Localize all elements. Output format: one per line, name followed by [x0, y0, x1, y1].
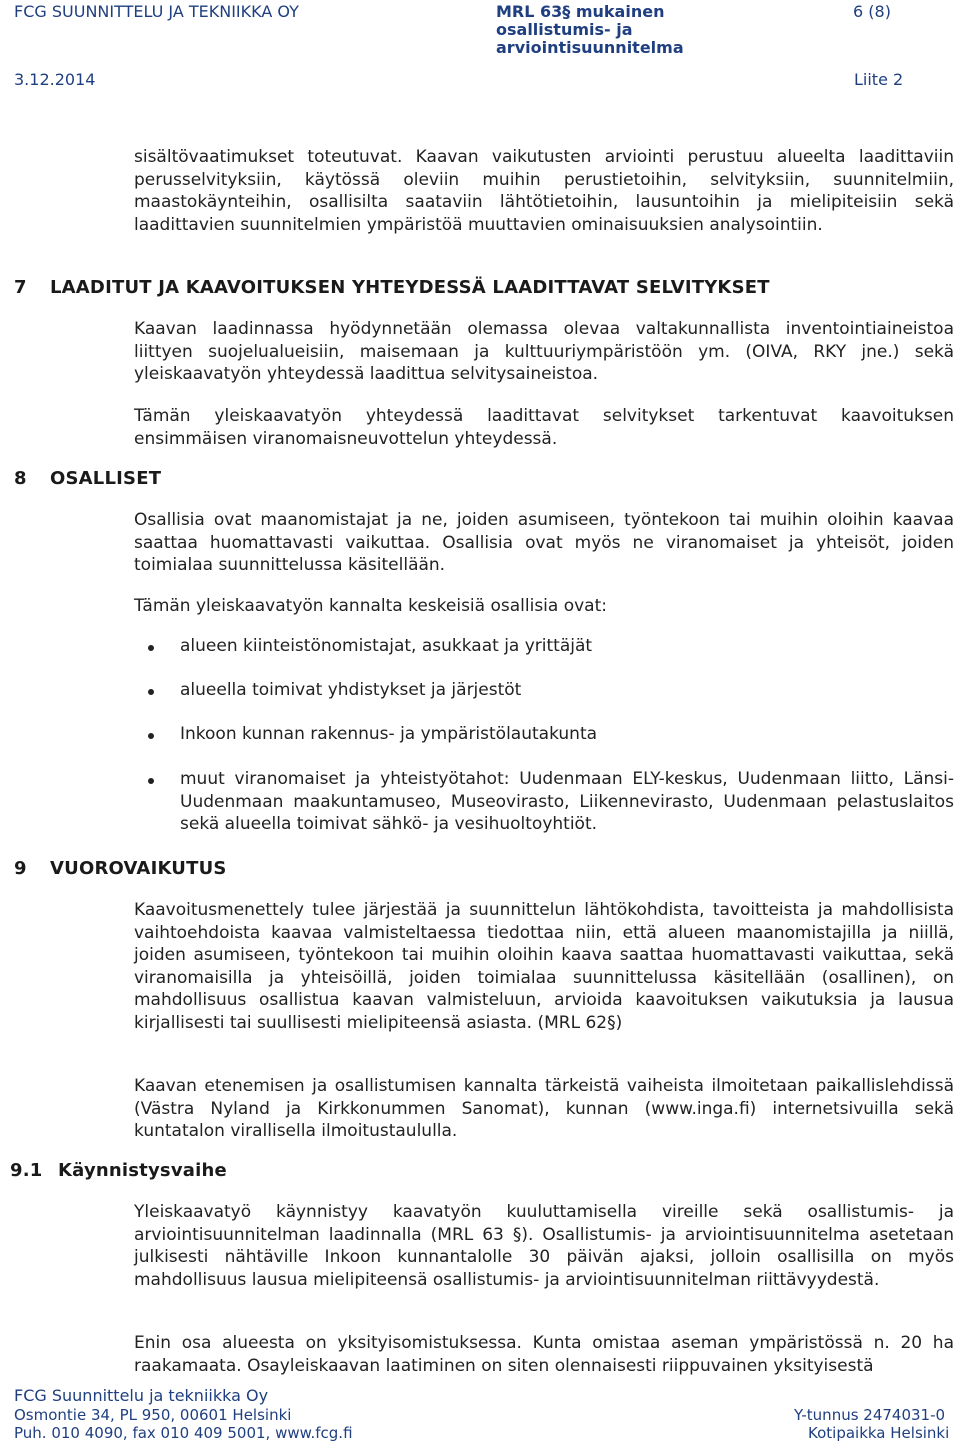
header-attachment: Liite 2 [854, 70, 904, 89]
section-8-heading [14, 468, 161, 489]
intro-paragraph: sisältövaatimukset toteutuvat. Kaavan vaikutusten arviointi perustuu alueelta laadittaviin perusselvityksiin, käytössä oleviin muihin perustietoihin, selvityksiin, suunnitelmiin, maastokäynteihin, osallisilta saataviin lähtötietoihin, lausuntoihin ja mielipiteisiin sekä laadittavien suunnitelmien ympäristöä muuttavien ominaisuuksien analysointiin. [134, 147, 954, 235]
section-7-number: 7 [14, 277, 27, 298]
section-8-title: OSALLISET [50, 468, 162, 489]
footer-business-id: Y-tunnus 2474031-0 [794, 1406, 946, 1424]
bullet-icon [148, 778, 154, 784]
header-doc-title-3: arviointisuunnitelma [496, 38, 684, 57]
section-9-1-number: 9.1 [10, 1160, 43, 1181]
section-9-1-paragraph-1: Yleiskaavatyö käynnistyy kaavatyön kuuluttamisella vireille sekä osallistumis- ja arviointisuunnitelman laadinnalla (MRL 63 §). Osallistumis- ja arviointisuunnitelma asetetaan julkisesti nähtäville Inkoon kunnantalolle 30 päivän ajaksi, jolloin osallisilla on myös mahdollisuus lausua mielipiteensä osallistumis- ja arviointisuunnitelman riittävyydestä. [134, 1202, 954, 1290]
section-9-paragraph-2: Kaavan etenemisen ja osallistumisen kannalta tärkeistä vaiheista ilmoitetaan paikallislehdissä (Västra Nyland ja Kirkkonummen Sanomat), kunnan (www.inga.fi) internetsivuilla sekä kuntatalon virallisella ilmoitustaululla. [134, 1076, 954, 1141]
list-item-text: alueella toimivat yhdistykset ja järjestöt [180, 680, 522, 700]
header-doc-title-2: osallistumis- ja [496, 20, 633, 39]
footer-domicile: Kotipaikka Helsinki [808, 1424, 950, 1442]
section-7-title: LAADITUT JA KAAVOITUKSEN YHTEYDESSÄ LAADITTAVAT SELVITYKSET [50, 277, 770, 298]
section-8-number: 8 [14, 468, 27, 489]
section-9-number: 9 [14, 858, 27, 879]
footer-contact: Puh. 010 4090, fax 010 409 5001, www.fcg.fi [14, 1424, 353, 1442]
footer-address: Osmontie 34, PL 950, 00601 Helsinki [14, 1406, 292, 1424]
header-page-number: 6 (8) [853, 2, 891, 21]
header-doc-title-1: MRL 63§ mukainen [496, 2, 665, 21]
list-item [134, 723, 954, 746]
section-7-paragraph-1: Kaavan laadinnassa hyödynnetään olemassa olevaa valtakunnallista inventointiaineistoa liittyen suojelualueisiin, maisemaan ja kulttuuriympäristöön ym. (OIVA, RKY jne.) sekä yleiskaavatyön yhteydessä laadittua selvitysaineistoa. [134, 319, 954, 384]
list-item [134, 635, 954, 658]
footer-company: FCG Suunnittelu ja tekniikka Oy [14, 1386, 269, 1405]
section-7-paragraph-2: Tämän yleiskaavatyön yhteydessä laadittavat selvitykset tarkentuvat kaavoituksen ensimmäisen viranomaisneuvottelun yhteydessä. [134, 406, 954, 449]
list-item-text: muut viranomaiset ja yhteistyötahot: Uudenmaan ELY-keskus, Uudenmaan liitto, Länsi-Uudenmaan maakuntamuseo, Museovirasto, Liikennevirasto, Uudenmaan pelastuslaitos sekä alueella toimivat sähkö- ja vesihuoltoyhtiöt. [180, 769, 954, 834]
section-9-1-title: Käynnistysvaihe [58, 1160, 227, 1181]
section-7-heading [14, 277, 770, 298]
section-9-paragraph-1: Kaavoitusmenettely tulee järjestää ja suunnittelun lähtökohdista, tavoitteista ja mahdollisista vaihtoehdoista kaavaa valmisteltaessa tiedottaa niin, että alueen maanomistajilla ja niillä, joiden asumiseen, työntekoon tai muihin oloihin kaava saattaa huomattavasti vaikuttaa, sekä viranomaisilla ja yhteisöillä, joiden toimialaa suunnittelussa käsitellään (osallinen), on mahdollisuus osallistua kaavan valmisteluun, arvioida kaavoituksen vaikutuksia ja lausua kirjallisesti tai suullisesti mielipiteensä asiasta. (MRL 62§) [134, 900, 954, 1033]
list-item [134, 679, 954, 702]
section-8-paragraph-2: Tämän yleiskaavatyön kannalta keskeisiä osallisia ovat: [134, 596, 607, 616]
section-8-paragraph-1: Osallisia ovat maanomistajat ja ne, joiden asumiseen, työntekoon tai muihin oloihin kaavaa saattaa huomattavasti vaikuttaa. Osallisia ovat myös ne viranomaiset ja yhteisöt, joiden toimialaa suunnittelussa käsitellään. [134, 510, 954, 575]
list-item [134, 768, 954, 836]
list-item-text: alueen kiinteistönomistajat, asukkaat ja yrittäjät [180, 636, 593, 656]
bullet-icon [148, 645, 154, 651]
section-9-title: VUOROVAIKUTUS [50, 858, 227, 879]
section-9-heading [14, 858, 227, 879]
bullet-icon [148, 733, 154, 739]
list-item-text: Inkoon kunnan rakennus- ja ympäristölautakunta [180, 724, 598, 744]
bullet-icon [148, 689, 154, 695]
section-9-1-paragraph-2: Enin osa alueesta on yksityisomistuksessa. Kunta omistaa aseman ympäristössä n. 20 ha raakamaata. Osayleiskaavan laatiminen on siten olennaisesti riippuvainen yksityisestä [134, 1333, 954, 1376]
section-9-1-heading [10, 1160, 227, 1181]
header-date: 3.12.2014 [14, 70, 96, 89]
header-company: FCG SUUNNITTELU JA TEKNIIKKA OY [14, 2, 299, 21]
